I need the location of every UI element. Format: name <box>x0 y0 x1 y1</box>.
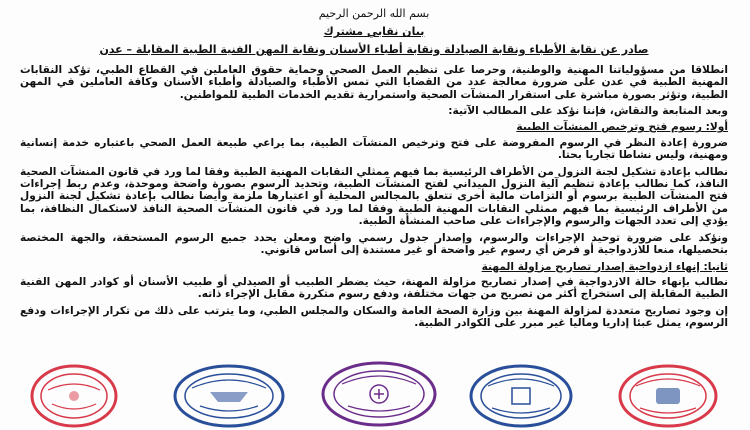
red-seal-stamp-2 <box>616 358 720 428</box>
section2-paragraph-1: نطالب بإنهاء حالة الازدواجية في إصدار تصاريح مزاولة المهنة، حيث يضطر الطبيب أو الصيدلي أو طبيب الأسنان أو كوادر المهن الفنية الطبية المقابلة إلى استخراج أكثر من تصريح من جهات مختلفة، ودفع رسوم متكررة مقابل الإجراء ذاته. <box>20 275 728 301</box>
stamps-row <box>0 360 750 430</box>
purple-seal-stamp <box>318 356 440 428</box>
section1-paragraph-1: ضرورة إعادة النظر في الرسوم المفروضة على فتح وترخيص المنشآت الطبية، بما يراعي طبيعة العمل الصحي باعتباره خدمة إنسانية ومهنية، وليس نشاطا تجاريا بحتا. <box>20 136 728 162</box>
statement-title: بيان نقابي مشترك <box>323 25 425 39</box>
red-seal-stamp-1 <box>28 360 120 428</box>
intro-paragraph: انطلاقا من مسؤولياتنا المهنية والوطنية، وحرصا على تنظيم العمل الصحي وحماية حقوق العاملين في القطاع الطبي، تؤكد النقابات المهنية الطبية في عدن على ضرورة معالجة عدد من القضايا التي تمس الأطباء والصيادلة وأطباء الأسنان وكافة العاملين في المهن الطبية، وتؤثر بصورة مباشرة على استقرار المنشآت الصحية واستمرارية تقديم الخدمات الطبية للمواطنين. <box>20 63 728 101</box>
section1-paragraph-3: ونؤكد على ضرورة توحيد الإجراءات والرسوم، وإصدار جدول رسمي واضح ومعلن يحدد جميع الرسوم المستحقة، والجهة المختصة بتحصيلها، منعا للازدواجية أو فرض أي رسوم غير واضحة أو غير مستندة إلى أساس قانوني. <box>20 231 728 257</box>
statement-body <box>20 8 728 334</box>
blue-seal-stamp-1 <box>170 358 288 428</box>
basmala: بسم الله الرحمن الرحيم <box>318 7 430 20</box>
section1-heading: أولا: رسوم فتح وترخيص المنشآت الطبية <box>516 121 728 134</box>
blue-seal-stamp-2 <box>466 358 576 428</box>
followup-line: وبعد المتابعة والنقاش، فإننا نؤكد على المطالب الآتية: <box>448 105 728 118</box>
section2-heading: ثانيا: إنهاء ازدواجية إصدار تصاريح مزاولة المهنة <box>481 260 728 273</box>
section1-paragraph-2: نطالب بإعادة تشكيل لجنة النزول من الأطراف الرئيسية بما فيهم ممثلي النقابات المهنية الطبية وفقا لما ورد في قانون المنشآت الصحية النافذ، كما نطالب بإعادة تنظيم آلية النزول الميداني لفتح المنشآت الطبية، وتحديد الرسوم بصورة واضحة وموحدة، وعدم ربط إجراءات فتح المنشآت الطبية برسوم أو التزامات مالية أخرى تتعلق بالمجالس المحلية أو اعتبارها ملزمة وأيضا نطالب بإعادة تشكيل لجنة النزول من الأطراف الرئيسية بما فيهم ممثلي النقابات المهنية الطبية وفقا لما ورد في قانون المنشآت الصحية النافذ لاستكمال النظافة، بما يؤدي إلى تعدد الجهات والرسوم والإجراءات على صاحب المنشأة الطبية. <box>20 165 728 228</box>
section2-paragraph-2: إن وجود تصاريح متعددة لمزاولة المهنة بين وزارة الصحة العامة والسكان والمجلس الطبي، وما يترتب على ذلك من تكرار الإجراءات ودفع الرسوم، يمثل عبئا إداريا وماليا غير مبرر على الكوادر الطبية. <box>20 304 728 330</box>
statement-subtitle: صادر عن نقابة الأطباء ونقابة الصيادلة ونقابة أطباء الأسنان ونقابة المهن الفنية الطبية المقابلة – عدن <box>99 42 649 56</box>
